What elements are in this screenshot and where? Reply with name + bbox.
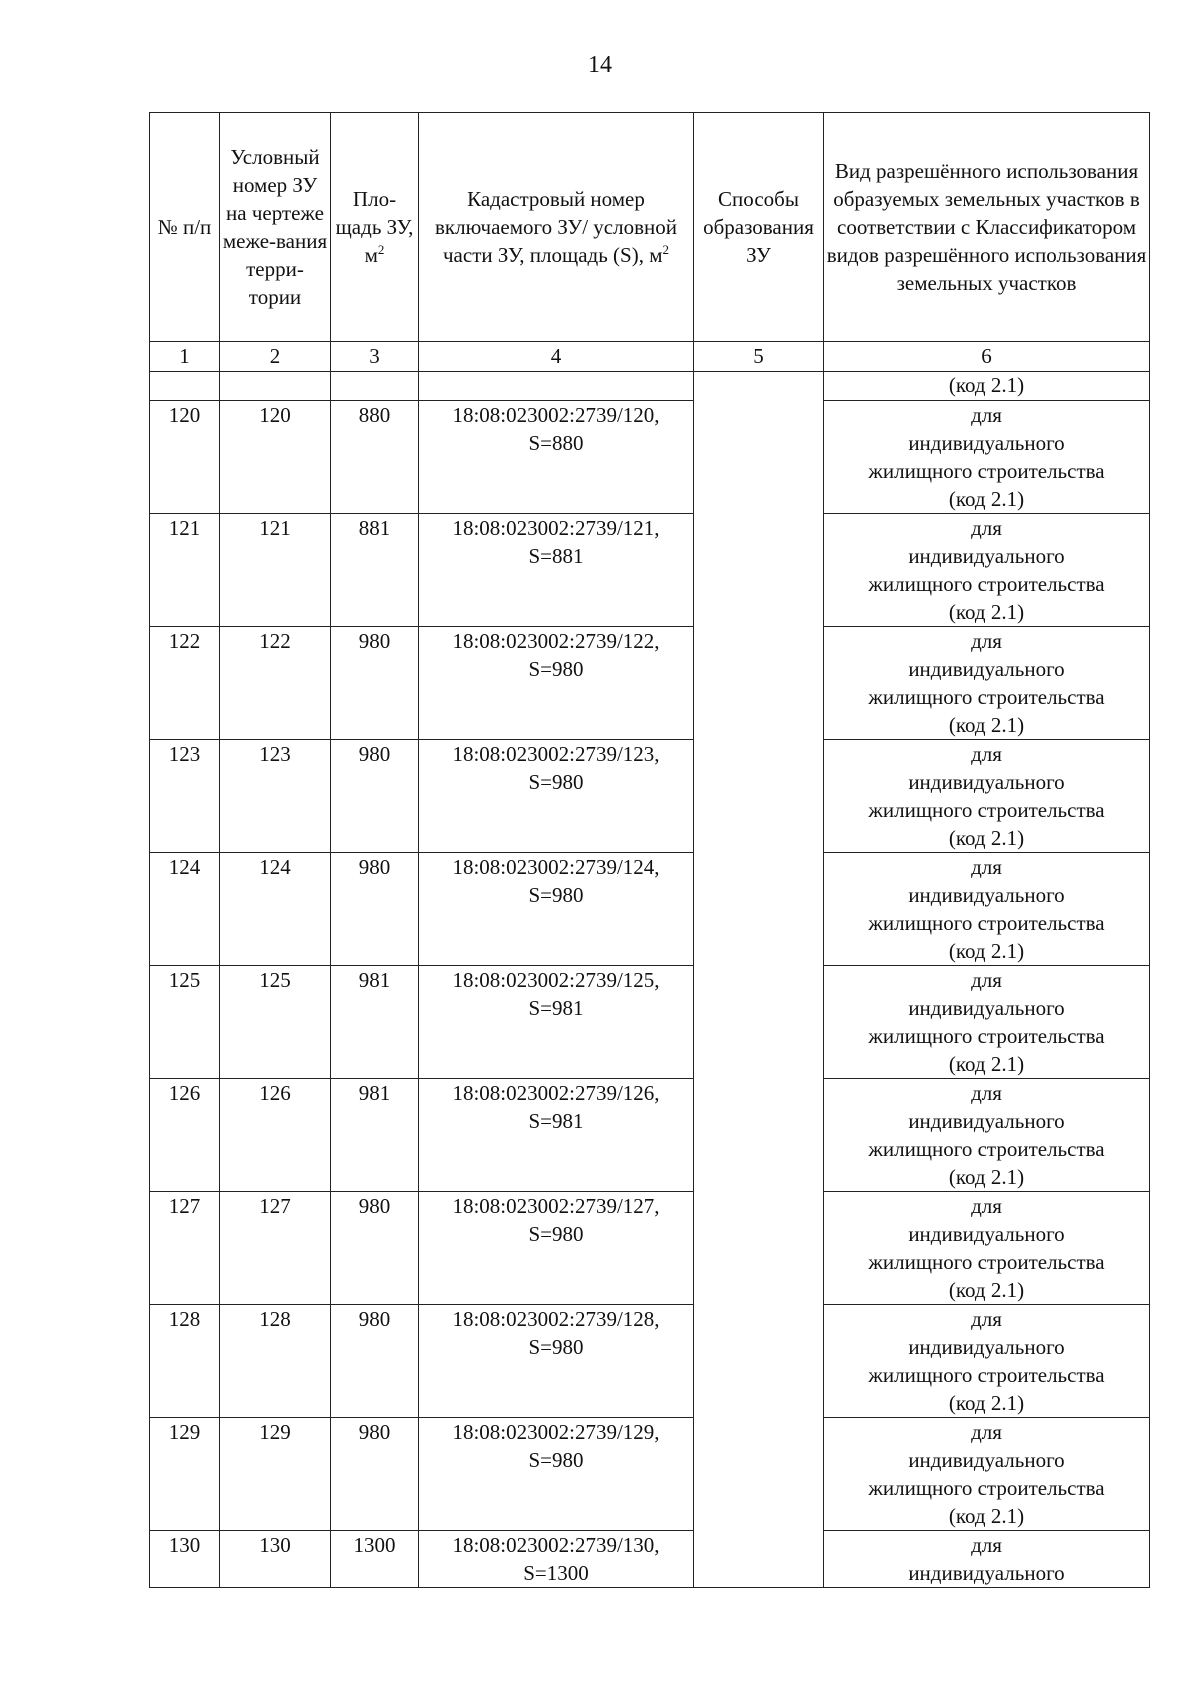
header-cadastral (419, 113, 694, 342)
cadastral-number (419, 627, 694, 740)
table-row (150, 740, 1150, 853)
plot-area (331, 401, 419, 514)
column-number: 1 (150, 342, 220, 372)
table-row (150, 514, 1150, 627)
usage-type-line: (код 2.1) (948, 1052, 1025, 1076)
row-number-line: 130 (168, 1533, 201, 1557)
usage-type-line: жилищного строительства (868, 798, 1105, 822)
cadastral-number-line: S=980 (528, 1335, 584, 1359)
table-row (150, 1079, 1150, 1192)
conditional-number (220, 401, 331, 514)
empty-cell (419, 372, 694, 401)
plot-area-line: 981 (358, 1081, 391, 1105)
plot-area-line: 980 (358, 629, 391, 653)
cadastral-number-line: S=1300 (523, 1561, 589, 1585)
plot-area (331, 966, 419, 1079)
header-area-text: Пло-щадь ЗУ, м (335, 187, 414, 267)
usage-type-line: индивидуального (908, 1222, 1065, 1246)
usage-type-line: индивидуального (908, 996, 1065, 1020)
continuation-row (150, 372, 1150, 401)
column-number: 4 (419, 342, 694, 372)
plot-area-line: 980 (358, 1307, 391, 1331)
header-cadastral-text: Кадастровый номер включаемого ЗУ/ условной части ЗУ, площадь (S), м (435, 187, 677, 267)
cadastral-number-line: 18:08:023002:2739/120, (452, 403, 660, 427)
cadastral-number (419, 966, 694, 1079)
plot-area (331, 627, 419, 740)
usage-type-line: (код 2.1) (948, 826, 1025, 850)
conditional-number (220, 1531, 331, 1588)
table-row (150, 1418, 1150, 1531)
conditional-number (220, 514, 331, 627)
cadastral-number-line: 18:08:023002:2739/128, (452, 1307, 660, 1331)
conditional-number-line: 130 (259, 1533, 291, 1557)
plot-area (331, 1079, 419, 1192)
usage-type-line: (код 2.1) (948, 487, 1025, 511)
plot-area (331, 853, 419, 966)
conditional-number-line: 128 (259, 1307, 291, 1331)
row-number (150, 514, 220, 627)
usage-type (824, 1531, 1150, 1588)
plot-area (331, 740, 419, 853)
conditional-number (220, 627, 331, 740)
usage-type-line: для (971, 968, 1002, 992)
usage-type-line: индивидуального (908, 1448, 1065, 1472)
usage-type-line: (код 2.1) (948, 713, 1025, 737)
header-formation-method: Способы образования ЗУ (694, 113, 824, 342)
row-number-line: 123 (168, 742, 201, 766)
row-number (150, 1192, 220, 1305)
plot-area (331, 514, 419, 627)
usage-type (824, 1305, 1150, 1418)
conditional-number-line: 124 (259, 855, 291, 879)
usage-type-line: жилищного строительства (868, 572, 1105, 596)
land-plots-table (149, 112, 1150, 1588)
cadastral-number-line: 18:08:023002:2739/125, (452, 968, 660, 992)
cadastral-number (419, 1079, 694, 1192)
usage-type (824, 966, 1150, 1079)
usage-type (824, 1418, 1150, 1531)
row-number-line: 122 (168, 629, 201, 653)
usage-type-line: жилищного строительства (868, 685, 1105, 709)
row-number (150, 1079, 220, 1192)
empty-cell (220, 372, 331, 401)
usage-type-line: жилищного строительства (868, 1250, 1105, 1274)
header-row (150, 113, 1150, 342)
plot-area (331, 1305, 419, 1418)
header-area-sup: 2 (377, 242, 385, 257)
usage-type-line: для (971, 516, 1002, 540)
usage-type-line: индивидуального (908, 431, 1065, 455)
usage-type-line: индивидуального (908, 1561, 1065, 1585)
usage-type-line: жилищного строительства (868, 1476, 1105, 1500)
row-number (150, 1531, 220, 1588)
conditional-number-line: 123 (259, 742, 291, 766)
column-number-row (150, 342, 1150, 372)
row-number (150, 966, 220, 1079)
usage-type (824, 514, 1150, 627)
cadastral-number-line: S=881 (528, 544, 584, 568)
usage-type-line: (код 2.1) (948, 1391, 1025, 1415)
plot-area-line: 980 (358, 1420, 391, 1444)
usage-type-line: индивидуального (908, 657, 1065, 681)
cadastral-number-line: 18:08:023002:2739/121, (452, 516, 660, 540)
cadastral-number-line: S=980 (528, 1222, 584, 1246)
table-row (150, 627, 1150, 740)
row-number (150, 740, 220, 853)
row-number-line: 128 (168, 1307, 201, 1331)
usage-type-line: для (971, 1533, 1002, 1557)
conditional-number-line: 125 (259, 968, 291, 992)
header-cadastral-sup: 2 (662, 242, 669, 257)
conditional-number (220, 1418, 331, 1531)
usage-type-line: жилищного строительства (868, 1024, 1105, 1048)
cadastral-number-line: S=980 (528, 883, 584, 907)
table-row (150, 401, 1150, 514)
cadastral-number-line: 18:08:023002:2739/130, (452, 1533, 660, 1557)
conditional-number-line: 129 (259, 1420, 291, 1444)
conditional-number (220, 1079, 331, 1192)
plot-area-line: 980 (358, 855, 391, 879)
plot-area (331, 1418, 419, 1531)
cadastral-number (419, 401, 694, 514)
cadastral-number-line: S=980 (528, 770, 584, 794)
conditional-number (220, 1305, 331, 1418)
plot-area-line: 1300 (353, 1533, 396, 1557)
formation-method-cell (694, 372, 824, 1588)
usage-type (824, 740, 1150, 853)
cadastral-number-line: S=981 (528, 1109, 584, 1133)
row-number (150, 1418, 220, 1531)
row-number-line: 129 (168, 1420, 201, 1444)
row-number-line: 127 (168, 1194, 201, 1218)
usage-type-line: для (971, 1194, 1002, 1218)
usage-type-line: (код 2.1) (948, 600, 1025, 624)
table-row (150, 1305, 1150, 1418)
cadastral-number-line: 18:08:023002:2739/124, (452, 855, 660, 879)
cadastral-number-line: S=981 (528, 996, 584, 1020)
usage-type-line: для (971, 1420, 1002, 1444)
cadastral-number-line: 18:08:023002:2739/126, (452, 1081, 660, 1105)
usage-type (824, 1192, 1150, 1305)
usage-type-line: (код 2.1) (948, 939, 1025, 963)
table-row (150, 853, 1150, 966)
usage-type-line: (код 2.1) (948, 1504, 1025, 1528)
usage-type-line: жилищного строительства (868, 1363, 1105, 1387)
cadastral-number-line: S=980 (528, 657, 584, 681)
cadastral-number-line: 18:08:023002:2739/129, (452, 1420, 660, 1444)
usage-type (824, 853, 1150, 966)
usage-type-line: индивидуального (908, 770, 1065, 794)
row-number-line: 121 (168, 516, 201, 540)
table-row (150, 1192, 1150, 1305)
usage-type-line: жилищного строительства (868, 911, 1105, 935)
usage-type-line: для (971, 855, 1002, 879)
conditional-number-line: 127 (259, 1194, 291, 1218)
conditional-number-line: 126 (259, 1081, 291, 1105)
conditional-number-line: 121 (259, 516, 291, 540)
usage-type (824, 627, 1150, 740)
continuation-usage: (код 2.1) (824, 372, 1150, 401)
header-number: № п/п (150, 113, 220, 342)
row-number (150, 1305, 220, 1418)
cadastral-number (419, 1192, 694, 1305)
usage-type-line: индивидуального (908, 544, 1065, 568)
table-row (150, 966, 1150, 1079)
row-number (150, 627, 220, 740)
row-number-line: 126 (168, 1081, 201, 1105)
usage-type-line: индивидуального (908, 1335, 1065, 1359)
usage-type-line: (код 2.1) (948, 1165, 1025, 1189)
empty-cell (331, 372, 419, 401)
cadastral-number (419, 1531, 694, 1588)
row-number-line: 124 (168, 855, 201, 879)
cadastral-number (419, 740, 694, 853)
conditional-number (220, 1192, 331, 1305)
row-number-line: 120 (168, 403, 201, 427)
page-number: 14 (588, 52, 612, 78)
usage-type (824, 1079, 1150, 1192)
column-number: 6 (824, 342, 1150, 372)
row-number (150, 853, 220, 966)
usage-type-line: для (971, 1307, 1002, 1331)
conditional-number (220, 966, 331, 1079)
usage-type-line: жилищного строительства (868, 459, 1105, 483)
plot-area-line: 981 (358, 968, 391, 992)
conditional-number (220, 853, 331, 966)
usage-type-line: для (971, 629, 1002, 653)
column-number: 5 (694, 342, 824, 372)
usage-type-line: индивидуального (908, 1109, 1065, 1133)
cadastral-number-line: 18:08:023002:2739/122, (452, 629, 660, 653)
usage-type-line: жилищного строительства (868, 1137, 1105, 1161)
cadastral-number-line: 18:08:023002:2739/127, (452, 1194, 660, 1218)
table-row (150, 1531, 1150, 1588)
cadastral-number-line: S=880 (528, 431, 584, 455)
usage-type-line: (код 2.1) (948, 1278, 1025, 1302)
usage-type (824, 401, 1150, 514)
usage-type-line: для (971, 742, 1002, 766)
plot-area-line: 881 (358, 516, 391, 540)
cadastral-number-line: 18:08:023002:2739/123, (452, 742, 660, 766)
cadastral-number (419, 853, 694, 966)
header-conditional-number: Условный номер ЗУ на чертеже меже-вания терри-тории (220, 113, 331, 342)
conditional-number (220, 740, 331, 853)
header-area (331, 113, 419, 342)
cadastral-number (419, 514, 694, 627)
cadastral-number-line: S=980 (528, 1448, 584, 1472)
conditional-number-line: 122 (259, 629, 291, 653)
column-number: 3 (331, 342, 419, 372)
plot-area-line: 980 (358, 1194, 391, 1218)
cadastral-number (419, 1418, 694, 1531)
conditional-number-line: 120 (259, 403, 291, 427)
usage-type-line: для (971, 403, 1002, 427)
cadastral-number (419, 1305, 694, 1418)
header-usage-type: Вид разрешённого использования образуемых земельных участков в соответствии с Классификатором видов разрешённого использования земельных участков (824, 113, 1150, 342)
plot-area (331, 1531, 419, 1588)
plot-area-line: 880 (358, 403, 391, 427)
empty-cell (150, 372, 220, 401)
column-number: 2 (220, 342, 331, 372)
usage-type-line: для (971, 1081, 1002, 1105)
row-number-line: 125 (168, 968, 201, 992)
row-number (150, 401, 220, 514)
plot-area (331, 1192, 419, 1305)
usage-type-line: индивидуального (908, 883, 1065, 907)
plot-area-line: 980 (358, 742, 391, 766)
